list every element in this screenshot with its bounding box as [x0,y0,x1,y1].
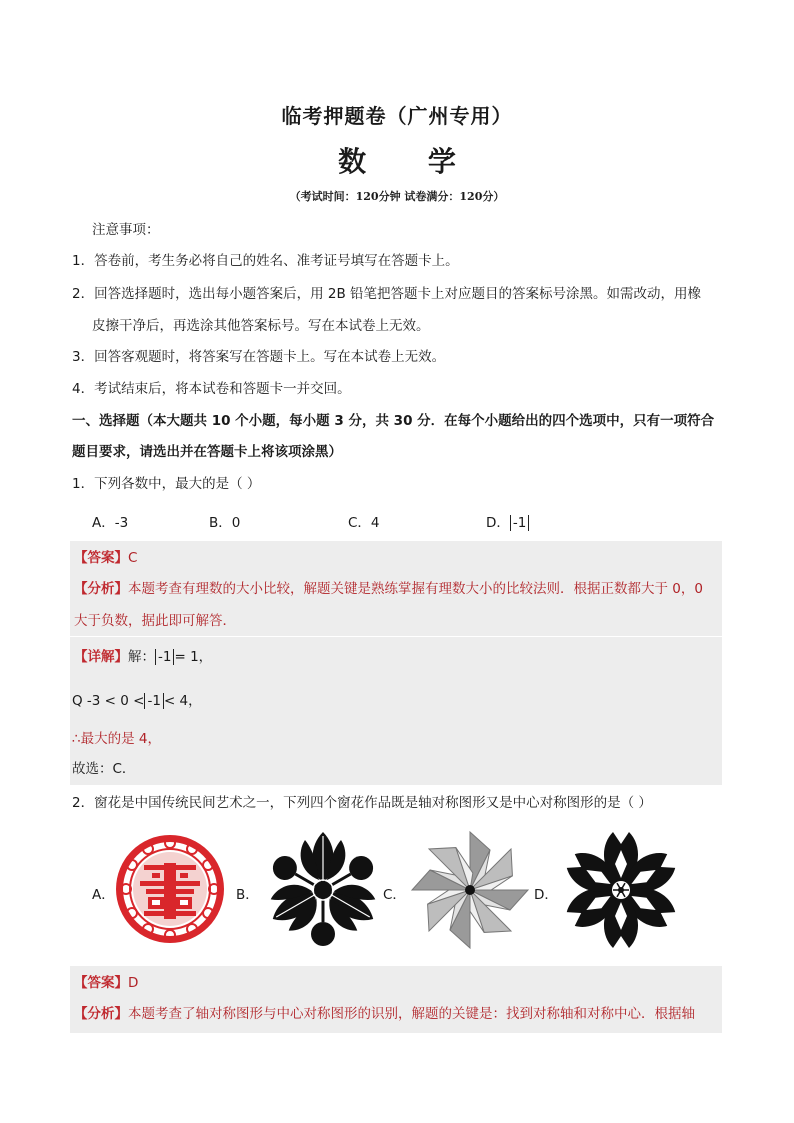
q2-analysis [74,1004,695,1024]
exam-title: 临考押题卷（广州专用） [281,104,513,128]
q1-stem: 1．下列各数中，最大的是（ ） [72,476,261,492]
q1-detail-box [70,637,722,785]
q1-detail-2 [72,691,202,711]
q1-detail-1-prefix: 解： [128,649,155,665]
q1-option-d-abs: -1 [510,515,529,531]
q2-answer [74,973,138,993]
q1-analysis-text-1: 本题考查有理数的大小比较，解题关键是熟练掌握有理数大小的比较法则．根据正数都大于 0，0 [128,581,703,597]
q1-answer-value: C [128,550,138,566]
q2-label-a: A． [92,887,115,903]
q1-detail-1-abs: -1 [155,649,174,665]
notice-item-4: 4．考试结束后，将本试卷和答题卡一并交回。 [72,381,351,397]
q2-analysis-tag: 【分析】 [74,1006,128,1022]
q1-answer [74,548,137,568]
q2-analysis-text-1: 本题考查了轴对称图形与中心对称图形的识别，解题的关键是：找到对称轴和对称中心．根据轴 [128,1006,695,1022]
notice-item-2-cont: 皮擦干净后，再选涂其他答案标号。写在本试卷上无效。 [92,318,430,334]
q1-detail-1-suffix: = 1， [174,649,213,665]
q1-detail-2-suffix: < 4， [163,693,202,709]
q1-detail-4: 故选：C． [72,761,136,777]
subject-title: 数 学 [338,145,482,178]
q1-option-d-label: D． [486,515,510,531]
q1-option-d [486,511,529,531]
q1-detail-2-prefix: Q -3 < 0 < [72,693,145,709]
q2-answer-tag: 【答案】 [74,975,128,991]
q2-answer-box [70,966,722,1033]
q2-stem: 2．窗花是中国传统民间艺术之一，下列四个窗花作品既是轴对称图形又是中心对称图形的是（ ） [72,795,652,811]
section-heading: 一、选择题（本大题共 10 个小题，每小题 3 分，共 30 分．在每个小题给出的四个选项中，只有一项符合 [72,413,715,429]
notice-heading: 注意事项： [92,222,160,238]
q2-label-c: C． [383,887,406,903]
pinwheel-icon [406,829,534,951]
notice-item-2: 2．回答选择题时，选出每小题答案后，用 2B 铅笔把答题卡上对应题目的答案标号涂黑。如需改动，用橡 [72,286,702,302]
notice-item-3: 3．回答客观题时，将答案写在答题卡上。写在本试卷上无效。 [72,349,446,365]
notice-item-1: 1．答卷前，考生务必将自己的姓名、准考证号填写在答题卡上。 [72,253,459,269]
q1-option-b: B．0 [209,515,241,531]
q1-option-a: A．-3 [92,515,129,531]
q1-detail-2-abs: -1 [144,693,163,709]
q2-label-d: D． [534,887,558,903]
q1-option-c: C．4 [348,515,380,531]
q2-answer-value: D [128,975,139,991]
q1-answer-tag: 【答案】 [74,550,128,566]
q1-analysis-text-2: 大于负数，据此即可解答． [74,613,236,629]
q1-detail-1 [74,647,212,667]
leaf-flower-icon [262,829,384,951]
q1-detail-3: ∴最大的是 4， [72,731,161,747]
snowflake-flower-icon [560,829,682,951]
q1-detail-tag: 【详解】 [74,649,128,665]
exam-meta: （考试时间：120分钟 试卷满分：120分） [289,190,505,203]
q1-analysis-tag: 【分析】 [74,581,128,597]
double-happiness-icon [114,833,226,945]
q2-label-b: B． [236,887,259,903]
section-heading-cont: 题目要求，请选出并在答题卡上将该项涂黑） [72,444,342,460]
q1-analysis [74,579,703,599]
q1-answer-box [70,541,722,636]
